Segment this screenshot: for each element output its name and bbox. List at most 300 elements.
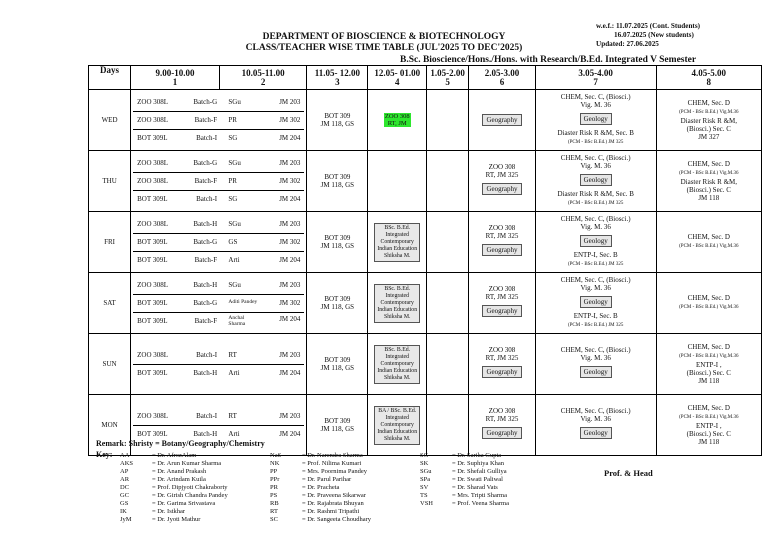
cell-line <box>536 137 656 147</box>
period-7 <box>535 334 656 395</box>
cell-line <box>657 377 761 385</box>
cell-text: ENTP-I, Sec. B <box>573 251 618 259</box>
cell-line <box>657 412 761 422</box>
batch: Batch-F <box>194 256 218 264</box>
key-name: = Dr. AfrozAlam <box>152 452 197 459</box>
room: JM 302 <box>279 299 301 307</box>
signature: Prof. & Head <box>604 468 653 478</box>
cell-line <box>657 133 761 141</box>
batch: Batch-G <box>193 238 218 246</box>
cell-text: Diaster Risk R &M, <box>680 117 737 125</box>
cell-text: (Biosci.) Sec. C <box>686 430 731 438</box>
key-entry <box>420 500 509 508</box>
cell-text: (PCM - BSc B.Ed.) Vig.M.36 <box>679 354 739 359</box>
cell-text: CHEM, Sec. C, (Biosci.) <box>560 346 631 354</box>
cell-text: ENTP-I, Sec. B <box>573 312 618 320</box>
period-4 <box>368 151 427 212</box>
cell-text: Shiksha M. <box>384 252 411 259</box>
key-entry <box>270 460 371 468</box>
col-number: 1 <box>172 76 178 87</box>
key-entry <box>420 484 509 492</box>
key-name: = Prof. Dipjyoti Chakraborty <box>152 484 228 491</box>
cell-line <box>536 427 656 439</box>
key-abbrev: AR <box>120 476 130 483</box>
key-abbrev: GC <box>120 492 130 499</box>
period-6 <box>469 212 536 273</box>
period-3 <box>307 395 368 456</box>
period-3 <box>307 90 368 151</box>
period-7 <box>535 395 656 456</box>
course-code: ZOO 308L <box>137 351 169 359</box>
cell-line <box>536 190 656 198</box>
cell-text: ZOO 308 <box>488 224 516 232</box>
lab-row <box>133 234 304 252</box>
cell-text: ZOO 308 <box>384 113 410 120</box>
cell-line <box>469 305 535 317</box>
department-name: DEPARTMENT OF BIOSCIENCE & BIOTECHNOLOGY <box>262 32 506 42</box>
cell-line <box>536 93 656 101</box>
key-abbrev: SGu <box>420 468 432 475</box>
period-5 <box>427 273 469 334</box>
cell-text: BOT 309 <box>324 417 351 425</box>
cell-line <box>536 101 656 109</box>
cell-line <box>307 295 367 303</box>
teacher: RT <box>228 351 237 359</box>
key-entry <box>270 476 371 484</box>
key-name: = Dr. Sarika Gupta <box>452 452 502 459</box>
key-name: = Dr. Istkhar <box>152 508 186 515</box>
lab-left <box>137 134 223 142</box>
period-7 <box>535 151 656 212</box>
bed-slot <box>374 406 420 445</box>
cell-text: Vig. M. 36 <box>580 101 611 109</box>
period-7 <box>535 273 656 334</box>
key-abbrev: PR <box>270 484 278 491</box>
lab-right <box>228 195 300 203</box>
cell-text: Indian Education <box>377 367 418 374</box>
lab-left <box>137 412 223 420</box>
wef-new: 16.07.2025 (New students) <box>614 31 694 39</box>
cell-line <box>536 346 656 354</box>
cell-line <box>536 113 656 125</box>
period-4 <box>368 212 427 273</box>
key-name: = Dr. Shefali Gulliya <box>452 468 507 475</box>
cell-line <box>469 366 535 378</box>
cell-line <box>536 312 656 320</box>
room: JM 204 <box>279 315 301 323</box>
cell-line <box>469 415 535 423</box>
teacher: SGu <box>228 159 241 167</box>
key-name: = Dr. Parul Parihar <box>302 476 352 483</box>
cell-line <box>307 234 367 242</box>
cell-text: JM 118, GS <box>320 181 355 189</box>
period-6 <box>469 395 536 456</box>
cell-text: JM 118 <box>698 438 720 446</box>
lab-left <box>137 317 223 325</box>
batch: Batch-H <box>193 430 218 438</box>
lab-row <box>133 216 304 234</box>
key-name: = Dr. Pracheta <box>302 484 340 491</box>
period-6 <box>469 273 536 334</box>
course-code: ZOO 308L <box>137 116 169 124</box>
key-entry <box>120 468 228 476</box>
period-8 <box>656 395 761 456</box>
batch: Batch-I <box>196 412 218 420</box>
cell-text: CHEM, Sec. D <box>687 99 730 107</box>
key-entry <box>120 508 228 516</box>
cell-line <box>536 407 656 415</box>
cell-line <box>657 422 761 430</box>
lab-left <box>137 220 223 228</box>
subject-tag: Geography <box>482 366 521 378</box>
key-name: = Dr. Arindam Kuila <box>152 476 206 483</box>
cell-text: Diaster Risk R &M, <box>680 178 737 186</box>
col-header-5 <box>427 66 469 90</box>
room: JM 204 <box>279 134 301 142</box>
cell-text: ENTP-I , <box>695 422 722 430</box>
lab-row <box>133 155 304 173</box>
lab-row <box>133 191 304 208</box>
day-name: MON <box>89 395 131 456</box>
timetable <box>88 65 762 456</box>
cell-text: (PCM - BSc B.Ed.) Vig.M.36 <box>679 171 739 176</box>
key-name: = Dr. Sharad Vats <box>452 484 498 491</box>
teacher: SGu <box>228 281 241 289</box>
teacher: RT <box>228 412 237 420</box>
cell-line <box>657 369 761 377</box>
batch: Batch-G <box>193 98 218 106</box>
bed-slot <box>374 284 420 323</box>
subject-tag: Geology <box>580 296 612 308</box>
key-name: = Dr. Jyoti Mathur <box>152 516 201 523</box>
room: JM 203 <box>279 159 301 167</box>
cell-line <box>469 224 535 232</box>
teacher: SG <box>228 195 238 203</box>
course-code: BOT 309L <box>137 317 168 325</box>
cell-text: Indian Education <box>377 428 418 435</box>
lab-block <box>131 90 307 151</box>
highlight-slot <box>384 113 411 127</box>
cell-text: JM 118, GS <box>320 242 355 250</box>
cell-text: Contemporary <box>380 421 414 428</box>
col-number: 4 <box>394 76 400 87</box>
col-header-6 <box>469 66 536 90</box>
lab-left <box>137 98 223 106</box>
room: JM 204 <box>279 430 301 438</box>
key-name: = Dr. Girish Chandra Pandey <box>152 492 228 499</box>
subject-tag: Geography <box>482 427 521 439</box>
cell-text: Shiksha M. <box>384 374 411 381</box>
key-entry <box>120 460 228 468</box>
timetable-title: CLASS/TEACHER WISE TIME TABLE (JUL'2025 TO DEC'2025) <box>245 43 523 53</box>
key-name: = Prof. Veena Sharma <box>452 500 509 507</box>
cell-text: Integrated <box>385 231 409 238</box>
subject-tag: Geology <box>580 366 612 378</box>
cell-text: CHEM, Sec. C, (Biosci.) <box>560 407 631 415</box>
period-4 <box>368 273 427 334</box>
key-abbrev: AP <box>120 468 129 475</box>
lab-row <box>133 112 304 130</box>
key-abbrev: IK <box>120 508 127 515</box>
key-name: = Dr. Narendra Sharma <box>302 452 363 459</box>
cell-line <box>536 284 656 292</box>
cell-text: Contemporary <box>380 238 414 245</box>
lab-left <box>137 256 223 264</box>
day-name: SAT <box>89 273 131 334</box>
lab-left <box>137 281 223 289</box>
lab-right <box>228 116 300 124</box>
period-4 <box>368 395 427 456</box>
course-code: BOT 309L <box>137 430 168 438</box>
cell-line <box>657 302 761 312</box>
wef-continuing: w.e.f.: 11.07.2025 (Cont. Students) <box>596 22 701 30</box>
lab-right <box>228 220 300 228</box>
cell-text: (Biosci.) Sec. C <box>686 186 731 194</box>
teacher: Anchal Sharma <box>228 315 246 327</box>
cell-line <box>307 112 367 120</box>
cell-text: BOT 309 <box>324 295 351 303</box>
cell-text: JM 118, GS <box>320 364 355 372</box>
col-time: 3.05-4.00 <box>578 67 613 78</box>
cell-line <box>657 343 761 351</box>
cell-line <box>536 154 656 162</box>
cell-text: JM 118 <box>698 194 720 202</box>
batch: Batch-F <box>194 116 218 124</box>
cell-line <box>657 194 761 202</box>
day-name: SUN <box>89 334 131 395</box>
key-entry <box>270 484 371 492</box>
cell-text: BOT 309 <box>324 173 351 181</box>
col-header-8 <box>656 66 761 90</box>
day-row-wed <box>89 90 762 151</box>
batch: Batch-I <box>196 351 218 359</box>
key-abbrev: SG <box>420 452 429 459</box>
key-entry <box>270 508 371 516</box>
subject-tag: Geology <box>580 174 612 186</box>
cell-line <box>657 125 761 133</box>
lab-row <box>133 173 304 191</box>
cell-line <box>307 242 367 250</box>
room: JM 302 <box>279 116 301 124</box>
period-3 <box>307 334 368 395</box>
period-5 <box>427 90 469 151</box>
teacher: PR <box>228 116 237 124</box>
cell-text: BSc. B.Ed. <box>384 285 411 292</box>
subject-tag: Geology <box>580 235 612 247</box>
lab-right <box>228 299 300 307</box>
period-3 <box>307 212 368 273</box>
batch: Batch-H <box>193 220 218 228</box>
key-entry <box>420 460 509 468</box>
teacher: Arti <box>228 369 240 377</box>
key-abbrev: AA <box>120 452 130 459</box>
cell-text: (PCM - BSc B.Ed.) JM 325 <box>567 201 624 206</box>
course-code: ZOO 308L <box>137 98 169 106</box>
cell-line <box>536 162 656 170</box>
col-number: 7 <box>593 76 598 87</box>
day-row-sat <box>89 273 762 334</box>
teacher: Arti <box>228 256 240 264</box>
period-3 <box>307 151 368 212</box>
cell-text: (PCM - BSc B.Ed.) Vig.M.36 <box>679 244 739 249</box>
cell-text: JM 327 <box>698 133 720 141</box>
key-name: = Dr. Praveena Sikarwar <box>302 492 366 499</box>
course-code: ZOO 308L <box>137 177 169 185</box>
lab-right <box>228 159 300 167</box>
lab-left <box>137 299 223 307</box>
lab-left <box>137 351 223 359</box>
col-header-3 <box>307 66 368 90</box>
key-entry <box>270 452 371 460</box>
room: JM 204 <box>279 256 301 264</box>
lab-right <box>228 98 300 106</box>
lab-row <box>133 94 304 112</box>
period-5 <box>427 151 469 212</box>
cell-text: Indian Education <box>377 306 418 313</box>
col-time: 9.00-10.00 <box>155 67 195 78</box>
lab-left <box>137 369 223 377</box>
col-time: 2.05-3.00 <box>484 67 520 78</box>
lab-right <box>228 369 300 377</box>
course-code: BOT 309L <box>137 195 168 203</box>
cell-text: BOT 309 <box>324 356 351 364</box>
key-entry <box>270 492 371 500</box>
room: JM 204 <box>279 369 301 377</box>
lab-left <box>137 195 223 203</box>
lab-block <box>131 151 307 212</box>
cell-line <box>536 235 656 247</box>
cell-line <box>536 198 656 208</box>
key-entry <box>270 500 371 508</box>
lab-row <box>133 347 304 365</box>
lab-row <box>133 295 304 313</box>
cell-text: (PCM - BSc B.Ed.) Vig.M.36 <box>679 415 739 420</box>
room: JM 302 <box>279 238 301 246</box>
batch: Batch-H <box>193 369 218 377</box>
key-entry <box>420 452 509 460</box>
subject-tag: Geography <box>482 305 521 317</box>
lab-right <box>228 412 300 420</box>
cell-line <box>469 427 535 439</box>
day-row-thu <box>89 151 762 212</box>
cell-text: BOT 309 <box>324 234 351 242</box>
cell-text: Integrated <box>385 353 409 360</box>
period-5 <box>427 334 469 395</box>
cell-line <box>657 430 761 438</box>
col-number: 2 <box>260 76 266 87</box>
col-header-2 <box>219 66 307 90</box>
course-code: ZOO 308L <box>137 412 169 420</box>
teacher: Arti <box>228 430 240 438</box>
course-code: ZOO 308L <box>137 159 169 167</box>
key-entry <box>120 492 228 500</box>
cell-line <box>469 114 535 126</box>
key-name: = Mrs. Tripti Sharma <box>452 492 507 499</box>
course-code: BOT 309L <box>137 369 168 377</box>
key-column <box>120 452 228 524</box>
teacher: SGu <box>228 98 241 106</box>
lab-left <box>137 177 223 185</box>
cell-text: JM 118, GS <box>320 303 355 311</box>
cell-line <box>657 99 761 107</box>
key-abbrev: JyM <box>120 516 132 523</box>
key-entry <box>420 492 509 500</box>
cell-line <box>307 425 367 433</box>
cell-text: JM 118, GS <box>320 120 355 128</box>
day-name: THU <box>89 151 131 212</box>
key-abbrev: SPa <box>420 476 431 483</box>
day-name: WED <box>89 90 131 151</box>
teacher: SGu <box>228 220 241 228</box>
cell-line <box>657 351 761 361</box>
cell-line <box>657 178 761 186</box>
cell-line <box>657 404 761 412</box>
cell-line <box>307 417 367 425</box>
lab-row <box>133 365 304 382</box>
room: JM 302 <box>279 177 301 185</box>
cell-text: RT, JM 325 <box>485 415 519 423</box>
day-row-fri <box>89 212 762 273</box>
cell-text: CHEM, Sec. C, (Biosci.) <box>560 215 631 223</box>
cell-text: ZOO 308 <box>488 407 516 415</box>
course-code: BOT 309L <box>137 134 168 142</box>
key-name: = Dr. Suphiya Khan <box>452 460 505 467</box>
lab-row <box>133 130 304 147</box>
cell-line <box>657 361 761 369</box>
cell-line <box>469 354 535 362</box>
lab-block <box>131 334 307 395</box>
cell-text: BSc. B.Ed. <box>384 346 411 353</box>
cell-text: RT, JM 325 <box>485 354 519 362</box>
key-abbrev: SK <box>420 460 429 467</box>
cell-line <box>657 107 761 117</box>
key-abbrev: RB <box>270 500 279 507</box>
period-8 <box>656 334 761 395</box>
day-row-sun <box>89 334 762 395</box>
cell-text: RT, JM 325 <box>485 232 519 240</box>
lab-row <box>133 313 304 330</box>
page-title <box>0 32 768 54</box>
cell-text: JM 118 <box>698 377 720 385</box>
cell-line <box>307 181 367 189</box>
cell-text: (PCM - BSc B.Ed.) JM 325 <box>567 262 624 267</box>
key-entry <box>120 476 228 484</box>
cell-line <box>536 215 656 223</box>
cell-text: CHEM, Sec. D <box>687 343 730 351</box>
cell-text: Integrated <box>385 292 409 299</box>
key-column <box>420 452 509 508</box>
bed-slot <box>374 223 420 262</box>
col-header-7 <box>535 66 656 90</box>
period-6 <box>469 151 536 212</box>
period-8 <box>656 273 761 334</box>
cell-line <box>657 294 761 302</box>
period-4 <box>368 90 427 151</box>
subject-tag: Geography <box>482 183 521 195</box>
subject-tag: Geography <box>482 114 521 126</box>
key-name: = Prof. Nilima Kumari <box>302 460 362 467</box>
cell-text: ENTP-I , <box>695 361 722 369</box>
key-entry <box>270 516 371 524</box>
cell-line <box>657 233 761 241</box>
cell-text: Vig. M. 36 <box>580 354 611 362</box>
key-name: = Dr. Anand Prakash <box>152 468 207 475</box>
cell-text: CHEM, Sec. D <box>687 233 730 241</box>
cell-text: BOT 309 <box>324 112 351 120</box>
lab-right <box>228 238 300 246</box>
lab-right <box>228 430 300 438</box>
key-abbrev: RT <box>270 508 278 515</box>
